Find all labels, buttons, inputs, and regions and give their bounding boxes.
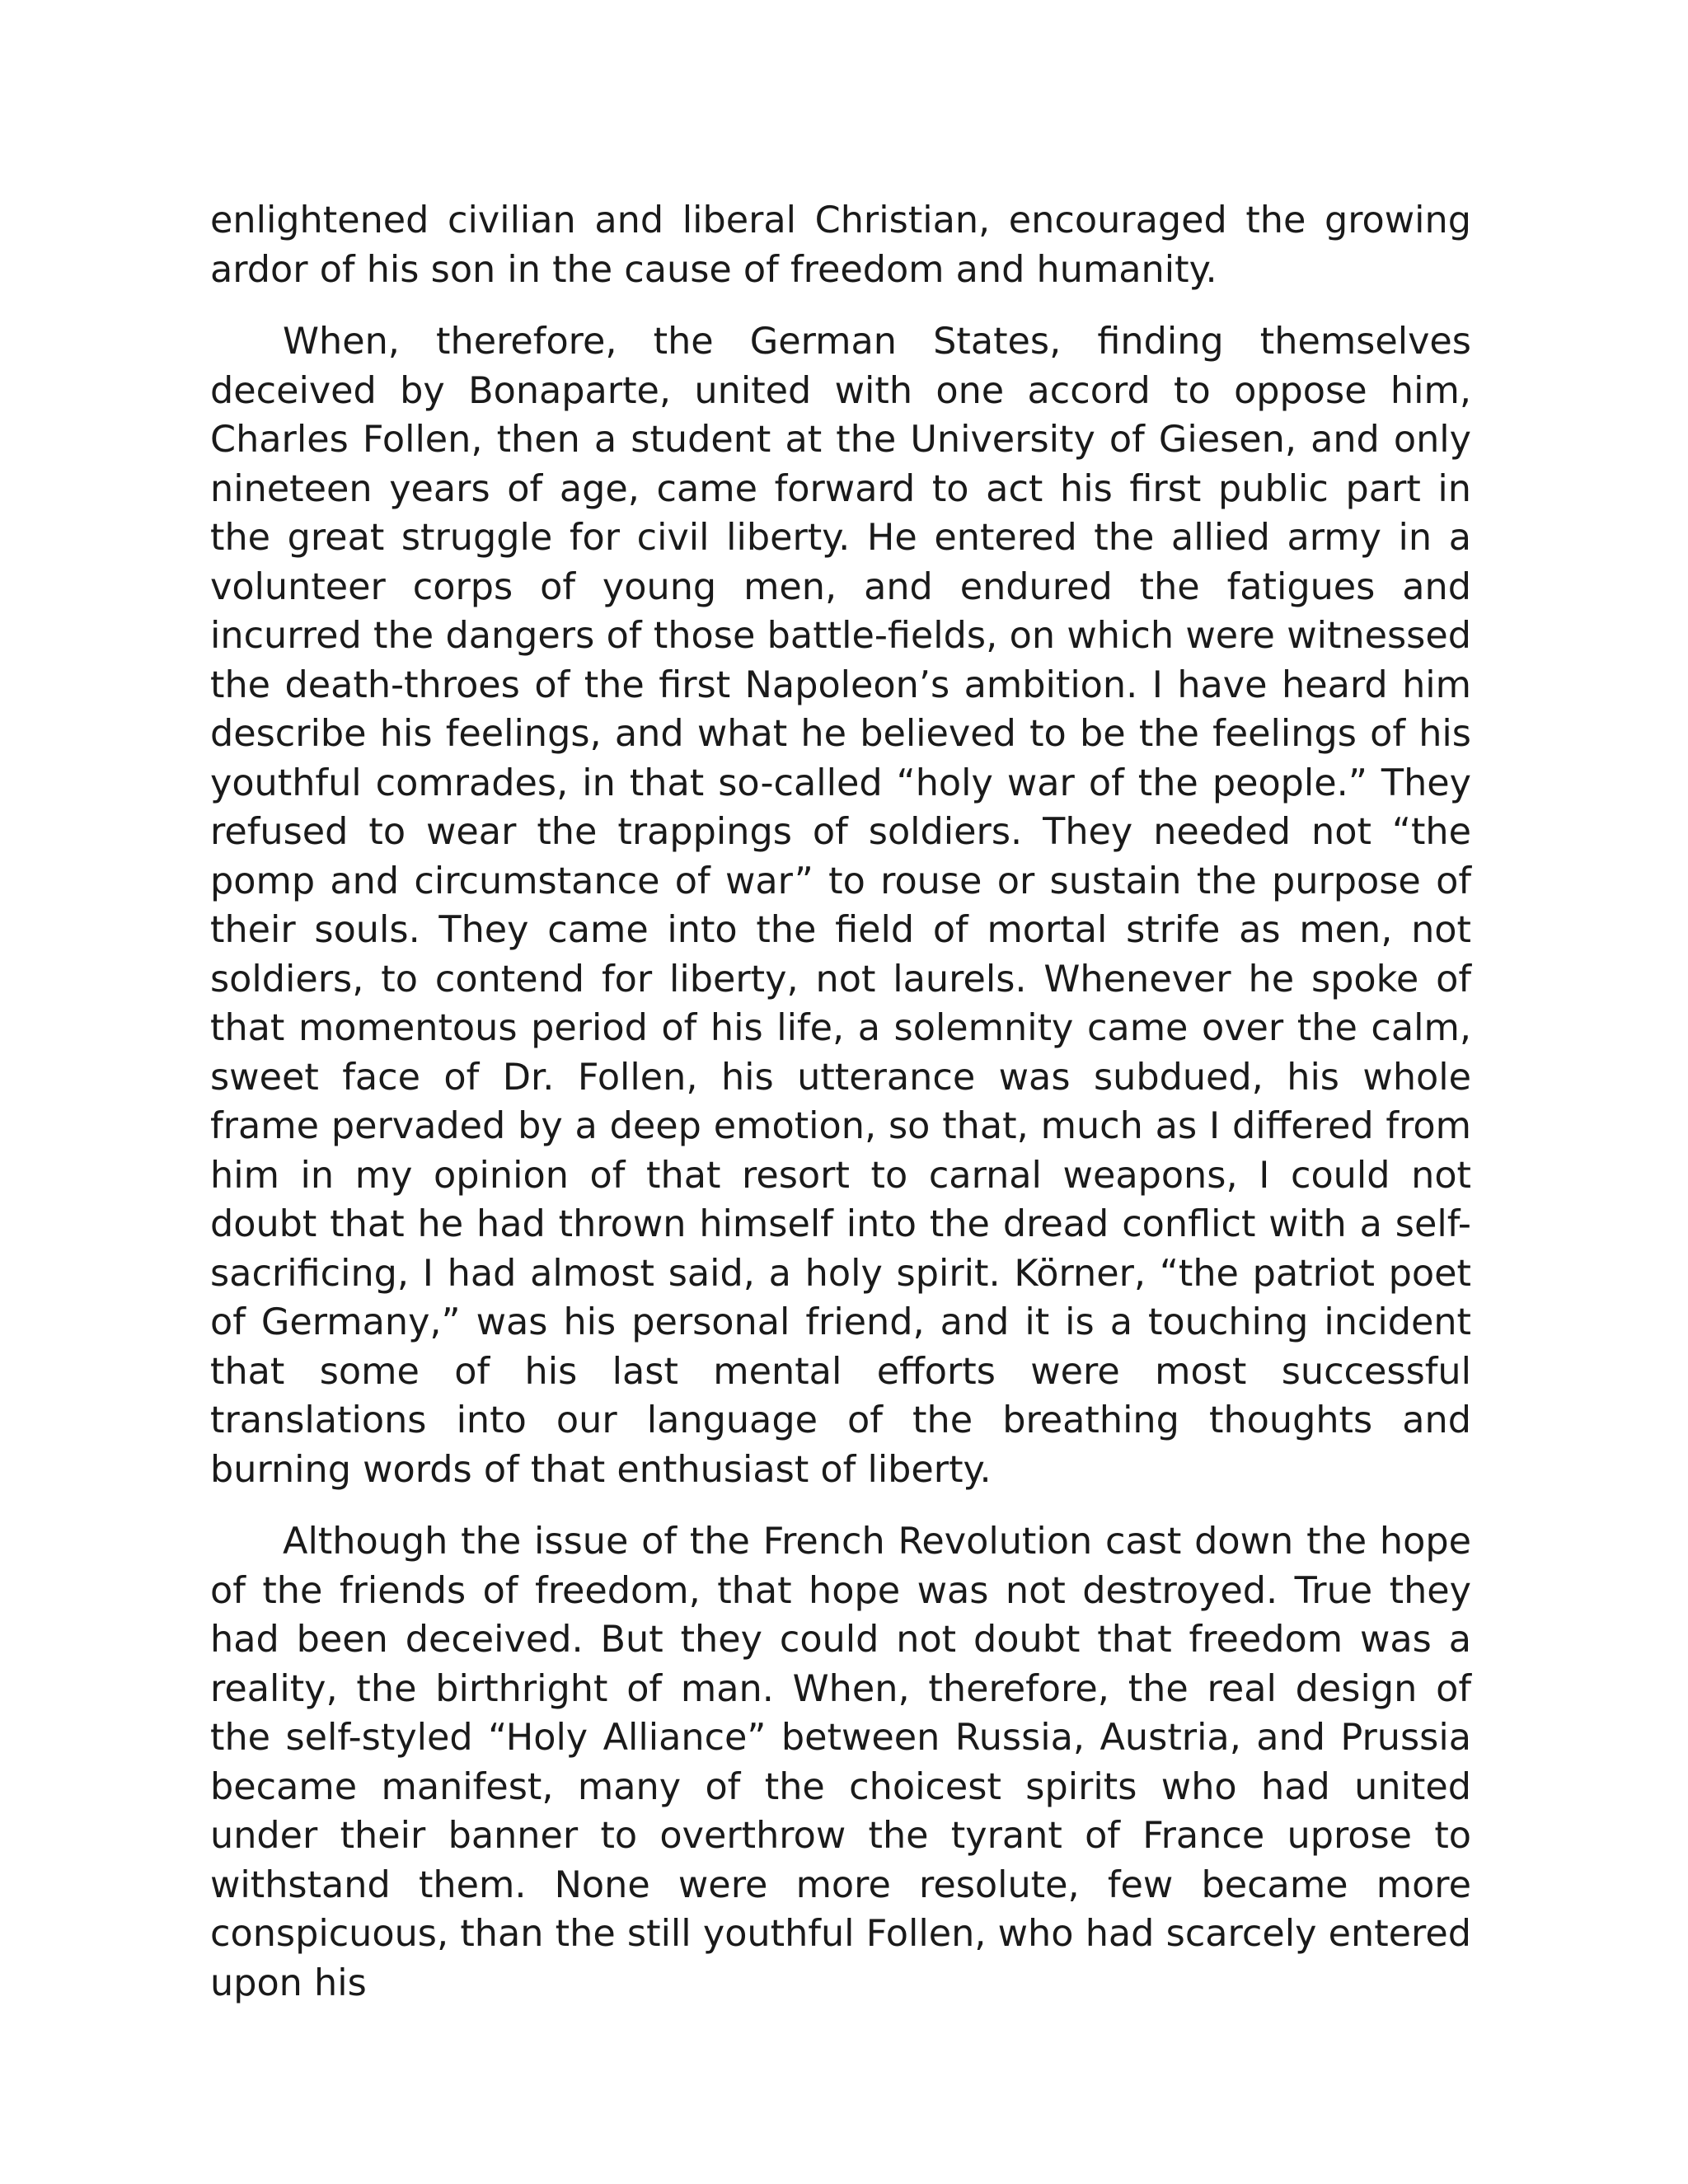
paragraph-3: Although the issue of the French Revolution cast down the hope of the friends of freedom, that hope was not destroyed. True they had been deceived. But they could not doubt that freedom was a reality, the birthright of man. When, therefore, the real design of the self-styled “Holy Alliance” between Russia, Austria, and Prussia became manifest, many of the choicest spirits who had united under their banner to overthrow the tyrant of France uprose to withstand them. None were more resolute, few became more conspicuous, than the still youthful Follen, who had scarcely entered upon his: [210, 1521, 1471, 2004]
paragraph-1: enlightened civilian and liberal Christian, encouraged the growing ardor of his son in the cause of freedom and humanity.: [210, 199, 1471, 291]
body-text: [210, 196, 1471, 2008]
paragraph-2: When, therefore, the German States, finding themselves deceived by Bonaparte, united with one accord to oppose him, Charles Follen, then a student at the University of Giesen, and only nineteen years of age, came forward to act his first public part in the great struggle for civil liberty. He entered the allied army in a volunteer corps of young men, and endured the fatigues and incurred the dangers of those battle-fields, on which were witnessed the death-throes of the first Napoleon’s ambition. I have heard him describe his feelings, and what he believed to be the feelings of his youthful comrades, in that so-called “holy war of the people.” They refused to wear the trappings of soldiers. They needed not “the pomp and circumstance of war” to rouse or sustain the purpose of their souls. They came into the field of mortal strife as men, not soldiers, to contend for liberty, not laurels. Whenever he spoke of that momentous period of his life, a solemnity came over the calm, sweet face of Dr. Follen, his utterance was subdued, his whole frame pervaded by a deep emotion, so that, much as I differed from him in my opinion of that resort to carnal weapons, I could not doubt that he had thrown himself into the dread conflict with a self-sacrificing, I had almost said, a holy spirit. Körner, “the patriot poet of Germany,” was his personal friend, and it is a touching incident that some of his last mental efforts were most successful translations into our language of the breathing thoughts and burning words of that enthusiast of liberty.: [210, 321, 1471, 1491]
